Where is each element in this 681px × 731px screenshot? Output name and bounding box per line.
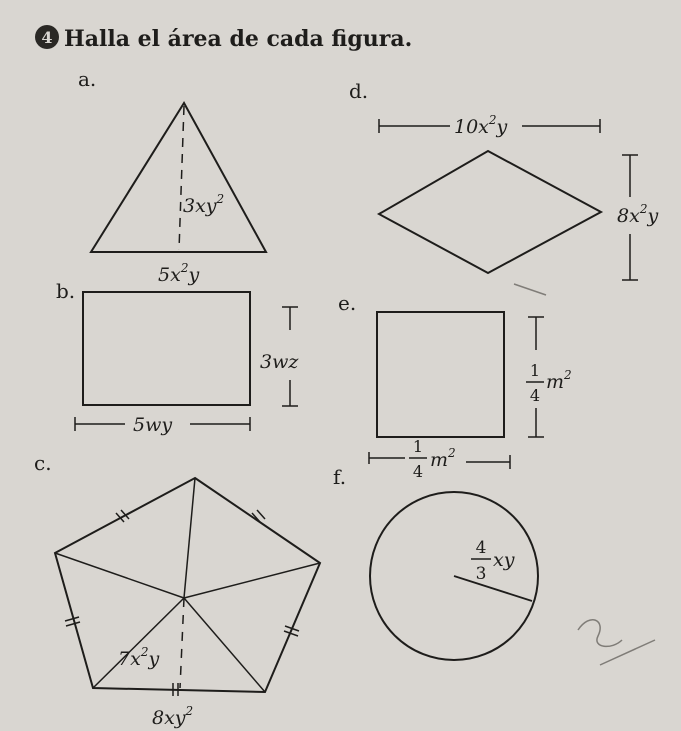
figure-b-letter: b. bbox=[56, 279, 76, 303]
svg-text:3: 3 bbox=[475, 564, 487, 584]
svg-text:m2: $m^2$ bbox=[430, 446, 456, 471]
figure-e-letter: e. bbox=[338, 291, 357, 315]
exercise-header bbox=[35, 25, 412, 52]
svg-text:4: 4 bbox=[529, 386, 541, 405]
figure-f-letter: f. bbox=[333, 465, 347, 489]
rhombus-shape bbox=[379, 151, 601, 273]
svg-text:m2: $m^2$ bbox=[546, 368, 572, 393]
rhombus-width-label: $10x^2y$ bbox=[454, 113, 508, 138]
rectangle-shape bbox=[83, 292, 250, 405]
rhombus-height-label: $8x^2y$ bbox=[617, 202, 659, 227]
triangle-height-label: $3xy^2$ bbox=[183, 192, 225, 217]
svg-text:xy: xy bbox=[493, 549, 515, 571]
triangle-shape bbox=[91, 103, 266, 252]
pentagon-side-label: $8xy^2$ bbox=[152, 704, 194, 729]
pentagon-apothem-label: $7x^2y$ bbox=[118, 645, 160, 670]
triangle-base-label: $5x^2y$ bbox=[158, 261, 200, 286]
figure-e-square bbox=[338, 291, 572, 481]
svg-text:1: 1 bbox=[412, 437, 424, 456]
figure-a-letter: a. bbox=[78, 67, 97, 91]
figure-c-pentagon bbox=[34, 451, 320, 729]
square-bottom-label bbox=[409, 437, 456, 481]
figure-d-rhombus bbox=[349, 79, 658, 280]
square-shape bbox=[377, 312, 504, 437]
svg-text:4: 4 bbox=[412, 462, 424, 481]
exercise-title: Halla el área de cada figura. bbox=[64, 26, 413, 52]
figure-d-letter: d. bbox=[349, 79, 369, 103]
circle-radius-line bbox=[454, 576, 532, 601]
exercise-number: 4 bbox=[41, 28, 53, 47]
figure-c-letter: c. bbox=[34, 451, 52, 475]
triangle-height-line bbox=[179, 106, 184, 250]
rectangle-width-label: 5wy bbox=[133, 414, 173, 436]
figure-b-rectangle bbox=[56, 279, 299, 436]
svg-text:4: 4 bbox=[475, 538, 487, 558]
pentagon-shape bbox=[55, 478, 320, 692]
svg-text:1: 1 bbox=[529, 361, 541, 380]
square-side-label bbox=[526, 361, 572, 405]
pentagon-radii bbox=[55, 478, 320, 692]
rectangle-height-label: 3wz bbox=[260, 351, 299, 373]
circle-radius-label bbox=[471, 538, 515, 584]
pencil-marks bbox=[514, 284, 655, 665]
figure-f-circle bbox=[333, 465, 538, 660]
pentagon-tick-marks bbox=[65, 510, 299, 696]
figure-a-triangle bbox=[78, 67, 266, 286]
pentagon-apothem-line bbox=[180, 598, 184, 688]
